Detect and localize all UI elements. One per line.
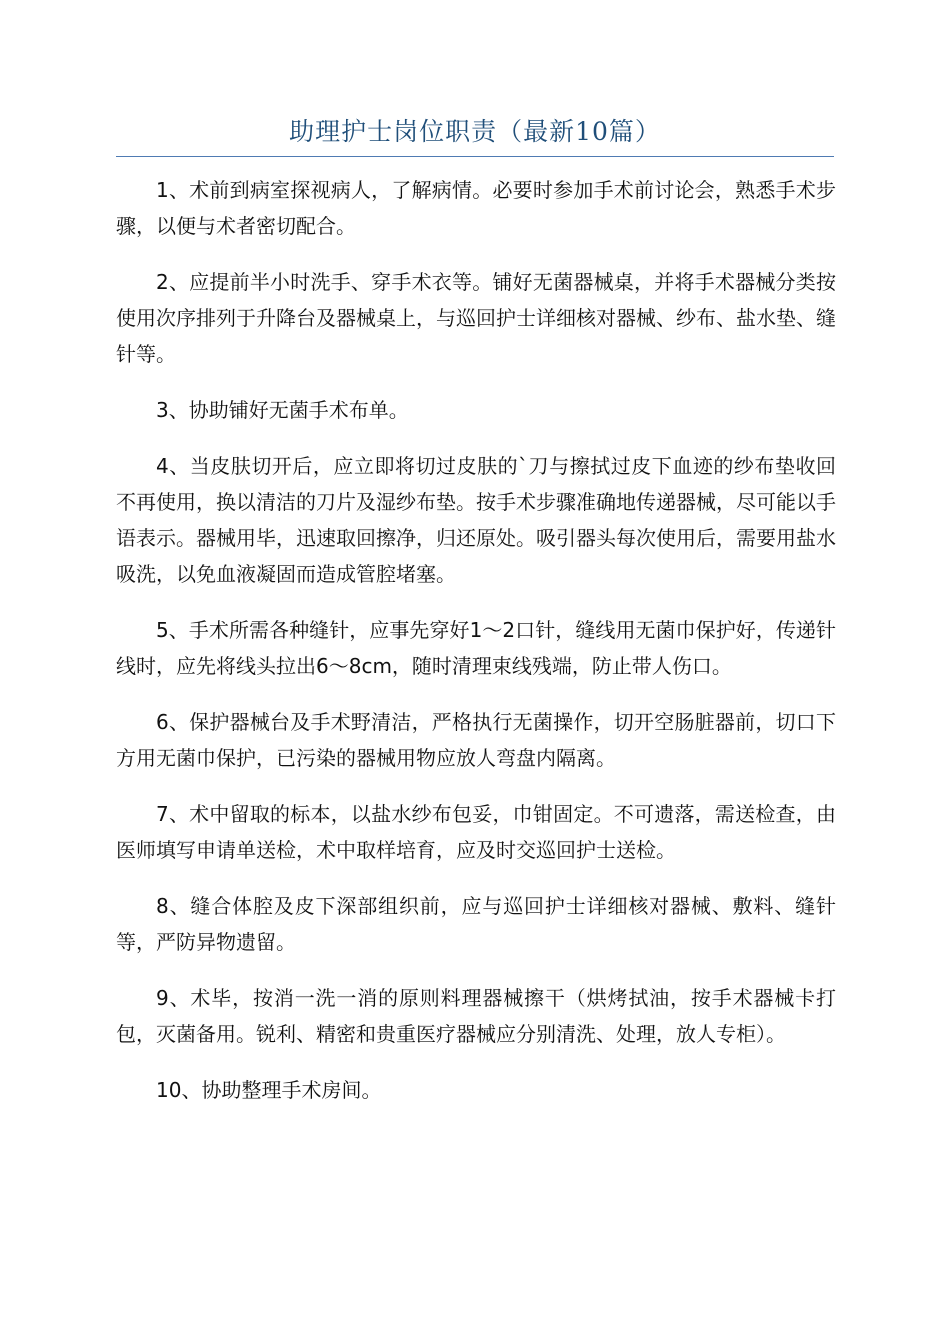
document-body	[116, 172, 836, 1128]
title-block	[116, 108, 834, 157]
paragraph-4: 4、当皮肤切开后，应立即将切过皮肤的`刀与擦拭过皮下血迹的纱布垫收回不再使用，换以清洁的刀片及湿纱布垫。按手术步骤准确地传递器械，尽可能以手语表示。器械用毕，迅速取回擦净，归还原处。吸引器头每次使用后，需要用盐水吸洗，以免血液凝固而造成管腔堵塞。	[116, 454, 836, 586]
paragraph-9: 9、术毕，按消一洗一消的原则料理器械擦干（烘烤拭油，按手术器械卡打包，灭菌备用。锐利、精密和贵重医疗器械应分别清洗、处理，放人专柜）。	[116, 986, 836, 1046]
paragraph-3: 3、协助铺好无菌手术布单。	[156, 398, 409, 422]
paragraph-1: 1、术前到病室探视病人，了解病情。必要时参加手术前讨论会，熟悉手术步骤，以便与术者密切配合。	[116, 178, 836, 238]
page-title: 助理护士岗位职责（最新10篇）	[289, 117, 661, 146]
paragraph-10: 10、协助整理手术房间。	[156, 1078, 382, 1102]
paragraph-8: 8、缝合体腔及皮下深部组织前，应与巡回护士详细核对器械、敷料、缝针等，严防异物遗留。	[116, 894, 836, 954]
paragraph-6: 6、保护器械台及手术野清洁，严格执行无菌操作，切开空肠脏器前，切口下方用无菌巾保护，已污染的器械用物应放人弯盘内隔离。	[116, 710, 836, 770]
paragraph-5: 5、手术所需各种缝针，应事先穿好1～2口针，缝线用无菌巾保护好，传递针线时，应先将线头拉出6～8cm，随时清理束线残端，防止带人伤口。	[116, 618, 836, 678]
paragraph-2: 2、应提前半小时洗手、穿手术衣等。铺好无菌器械桌，并将手术器械分类按使用次序排列于升降台及器械桌上，与巡回护士详细核对器械、纱布、盐水垫、缝针等。	[116, 270, 836, 366]
paragraph-7: 7、术中留取的标本，以盐水纱布包妥，巾钳固定。不可遗落，需送检查，由医师填写申请单送检，术中取样培育，应及时交巡回护士送检。	[116, 802, 836, 862]
